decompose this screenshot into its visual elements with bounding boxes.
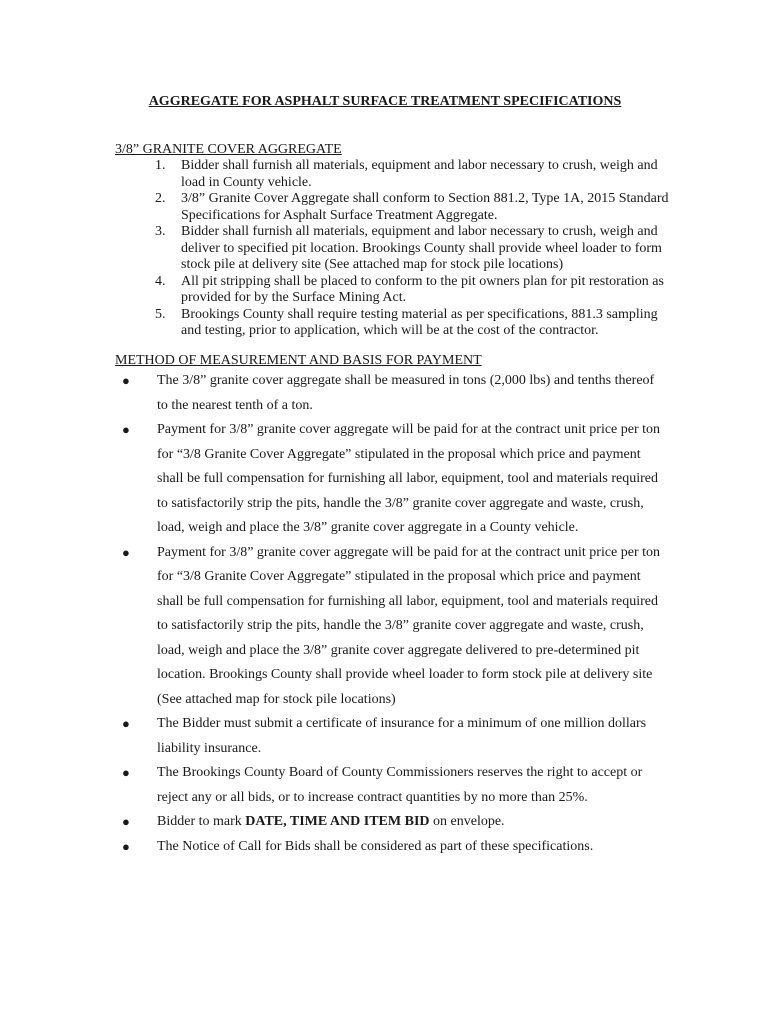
list-item-text: The Brookings County Board of County Commissioners reserves the right to accept or reject any or all bids, or to increase contract quantities by no more than 25%. bbox=[157, 765, 643, 805]
list-item-text: Brookings County shall require testing material as per specifications, 881.3 sampling and testing, prior to application, which will be at the cost of the contractor. bbox=[181, 306, 658, 338]
list-item bbox=[155, 191, 675, 224]
list-item bbox=[155, 274, 675, 307]
list-item-text: The 3/8” granite cover aggregate shall be measured in tons (2,000 lbs) and tenths thereof to the nearest tenth of a ton. bbox=[157, 373, 655, 413]
bullet-icon: ● bbox=[122, 373, 130, 388]
list-number: 3. bbox=[155, 224, 166, 239]
list-item bbox=[155, 224, 675, 274]
payment-bullet-list bbox=[118, 369, 666, 859]
list-item-text: The Notice of Call for Bids shall be considered as part of these specifications. bbox=[157, 838, 594, 854]
list-number: 5. bbox=[155, 306, 166, 322]
list-item bbox=[118, 810, 666, 835]
list-item bbox=[118, 835, 666, 860]
list-item-text: Bidder shall furnish all materials, equipment and labor necessary to crush, weigh and deliver to specified pit location. Brookings County shall provide wheel loader to form stock pile at delivery site (See attached map for stock pile locations) bbox=[181, 224, 662, 272]
bullet-icon: ● bbox=[122, 544, 130, 560]
document-title: AGGREGATE FOR ASPHALT SURFACE TREATMENT SPECIFICATIONS bbox=[148, 94, 622, 109]
list-item bbox=[118, 712, 666, 761]
list-item bbox=[118, 369, 666, 418]
list-item-text: Bidder shall furnish all materials, equipment and labor necessary to crush, weigh and load in County vehicle. bbox=[181, 158, 658, 190]
text-segment: on envelope. bbox=[429, 814, 505, 829]
list-item bbox=[118, 761, 666, 810]
list-item-text: Payment for 3/8” granite cover aggregate will be paid for at the contract unit price per ton for “3/8 Granite Cover Aggregate” stipulated in the proposal which price and payment shall be full compensation for furnishing all labor, equipment, tool and materials required to satisfactorily strip the pits, handle the 3/8” granite cover aggregate and waste, crush, load, weigh and place the 3/8” granite cover aggregate in a County vehicle. bbox=[157, 422, 661, 535]
list-item-text: 3/8” Granite Cover Aggregate shall conform to Section 881.2, Type 1A, 2015 Standard Specifications for Asphalt Surface Treatment Aggregate. bbox=[181, 191, 669, 223]
numbered-requirements-list bbox=[155, 158, 675, 340]
list-number: 1. bbox=[155, 158, 166, 173]
list-number: 2. bbox=[155, 191, 166, 206]
text-segment: Bidder to mark bbox=[157, 814, 246, 829]
bullet-icon: ● bbox=[122, 838, 130, 854]
list-item-text: All pit stripping shall be placed to conform to the pit owners plan for pit restoration as provided for by the Surface Mining Act. bbox=[181, 273, 664, 305]
list-item bbox=[155, 158, 675, 191]
section-heading-measurement-payment: METHOD OF MEASUREMENT AND BASIS FOR PAYMENT bbox=[115, 353, 482, 368]
list-item bbox=[118, 418, 666, 541]
list-item bbox=[118, 541, 666, 713]
section-heading-granite-cover: 3/8” GRANITE COVER AGGREGATE bbox=[115, 142, 342, 157]
bullet-icon: ● bbox=[122, 765, 130, 780]
emphasized-text: DATE, TIME AND ITEM BID bbox=[245, 814, 430, 829]
list-item bbox=[155, 307, 675, 340]
list-item-text: Payment for 3/8” granite cover aggregate will be paid for at the contract unit price per ton for “3/8 Granite Cover Aggregate” stipulated in the proposal which price and payment shall be full compensation for furnishing all labor, equipment, tool and materials required to satisfactorily strip the pits, handle the 3/8” granite cover aggregate and waste, crush, load, weigh and place the 3/8” granite cover aggregate delivered to pre-determined pit location. Brookings County shall provide wheel loader to form stock pile at delivery site (See attached map for stock pile locations) bbox=[157, 544, 661, 707]
bullet-icon: ● bbox=[122, 716, 130, 731]
list-number: 4. bbox=[155, 273, 166, 289]
list-item-text bbox=[157, 814, 505, 829]
bullet-icon: ● bbox=[122, 814, 130, 829]
bullet-icon: ● bbox=[122, 422, 130, 437]
list-item-text: The Bidder must submit a certificate of insurance for a minimum of one million dollars liability insurance. bbox=[157, 716, 647, 756]
